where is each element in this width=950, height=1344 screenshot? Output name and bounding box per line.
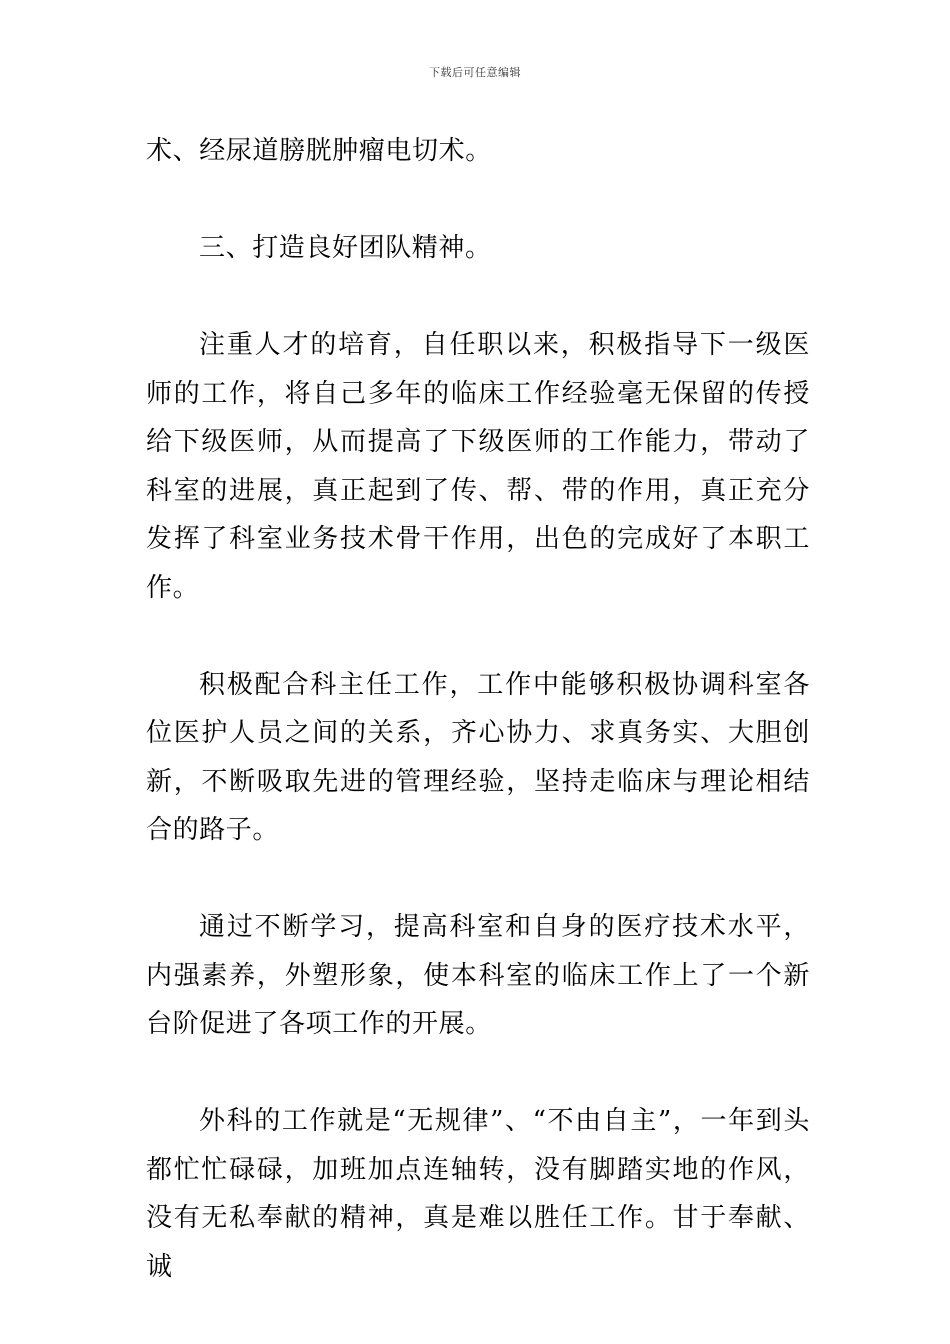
paragraph-learning: 通过不断学习，提高科室和自身的医疗技术水平，内强素养，外塑形象，使本科室的临床工作上了一个新台阶促进了各项工作的开展。 [146,912,810,1039]
paragraph-cooperation: 积极配合科主任工作，工作中能够积极协调科室各位医护人员之间的关系，齐心协力、求真务实、大胆创新，不断吸取先进的管理经验，坚持走临床与理论相结合的路子。 [146,669,810,845]
document-body [146,127,810,1340]
header-note: 下载后可任意编辑 [429,66,521,79]
paragraph-talent-training: 注重人才的培育，自任职以来，积极指导下一级医师的工作，将自己多年的临床工作经验毫无保留的传授给下级医师，从而提高了下级医师的工作能力，带动了科室的进展，真正起到了传、帮、带的作用，真正充分发挥了科室业务技术骨干作用，出色的完成好了本职工作。 [146,330,810,603]
paragraph-surgery-work: 外科的工作就是“无规律”、“不由自主”，一年到头都忙忙碌碌，加班加点连轴转，没有脚踏实地的作风，没有无私奉献的精神，真是难以胜任工作。甘于奉献、诚 [146,1106,810,1282]
paragraph-continuation: 术、经尿道膀胱肿瘤电切术。 [146,136,492,166]
section-heading: 三、打造良好团队精神。 [199,233,492,263]
